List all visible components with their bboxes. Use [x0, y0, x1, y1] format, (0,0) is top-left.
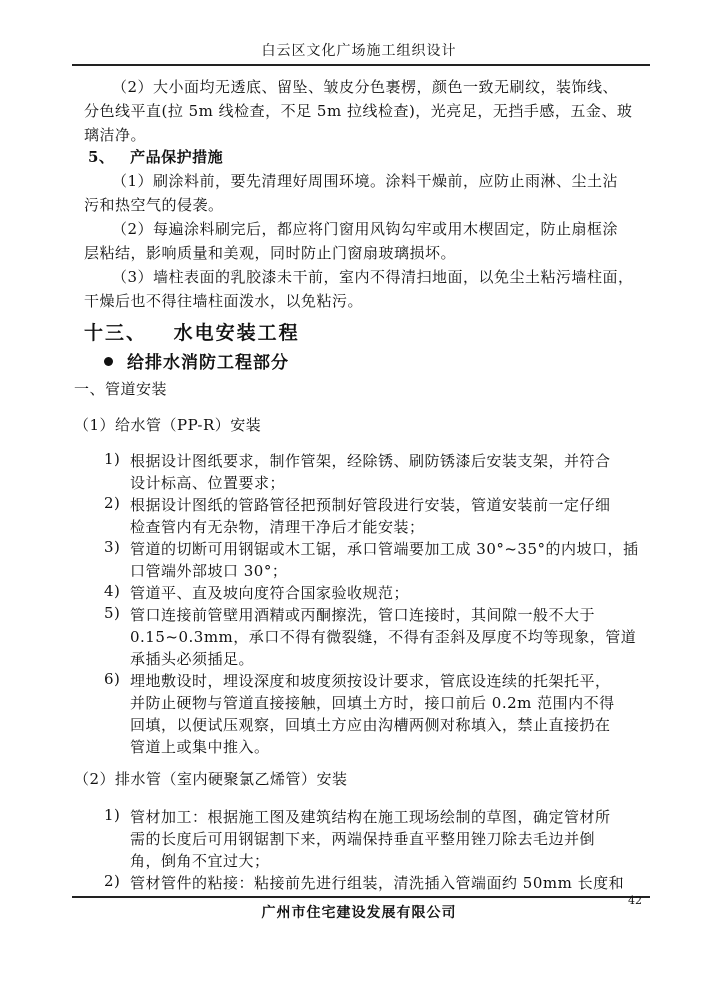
- chapter-subtitle-text: 给排水消防工程部分: [127, 353, 289, 373]
- chapter-subtitle: [104, 348, 289, 373]
- subsection-heading: 一、管道安装: [74, 380, 168, 398]
- paragraph-line: 层粘结，影响质量和美观，同时防止门窗扇玻璃损坏。: [84, 244, 457, 262]
- chapter-heading: [84, 318, 300, 345]
- list-item-line: 口管端外部坡口 30°；: [130, 562, 288, 580]
- list-item-line: 0.15~0.3mm，承口不得有微裂缝，不得有歪斜及厚度不均等现象，管道: [130, 628, 637, 646]
- list-item-number: 6): [104, 670, 121, 688]
- section-title: 产品保护措施: [130, 148, 224, 166]
- list-item-line: 埋地敷设时，埋设深度和坡度须按设计要求，管底设连续的托架托平，: [130, 672, 611, 690]
- list-item-line: 管材管件的粘接：粘接前先进行组装，清洗插入管端面约 50mm 长度和: [130, 874, 625, 892]
- bullet-icon: [104, 357, 113, 366]
- section-number: 5、: [88, 148, 115, 166]
- list-item-line: 管材加工：根据施工图及建筑结构在施工现场绘制的草图，确定管材所: [130, 808, 611, 826]
- list-item-line: 设计标高、位置要求；: [130, 474, 286, 492]
- section-heading: [88, 146, 223, 167]
- list-item-line: 需的长度后可用钢锯割下来，两端保持垂直平整用锉刀除去毛边并倒: [130, 830, 596, 848]
- chapter-number: 十三、: [84, 322, 148, 344]
- list-item-line: 回填，以便试压观察，回填土方应由沟槽两侧对称填入，禁止直接扔在: [130, 716, 611, 734]
- paragraph-line: （3）墙柱表面的乳胶漆未干前，室内不得清扫地面，以免尘土粘污墙柱面，: [112, 268, 634, 286]
- list-item-number: 1): [104, 806, 121, 824]
- subsection-heading: （2）排水管（室内硬聚氯乙烯管）安装: [74, 770, 348, 788]
- list-item-line: 根据设计图纸要求，制作管架，经除锈、刷防锈漆后安装支架，并符合: [130, 452, 611, 470]
- paragraph-line: 干燥后也不得往墙柱面泼水，以免粘污。: [84, 292, 364, 310]
- list-item-line: 管口连接前管壁用酒精或丙酮擦洗，管口连接时，其间隙一般不大于: [130, 606, 596, 624]
- footer-rule: [72, 896, 650, 898]
- list-item-number: 4): [104, 582, 121, 600]
- list-item-line: 检查管内有无杂物，清理干净后才能安装；: [130, 518, 425, 536]
- list-item-number: 1): [104, 450, 121, 468]
- list-item-line: 并防止硬物与管道直接接触，回填土方时，接口前后 0.2m 范围内不得: [130, 694, 615, 712]
- list-item-number: 5): [104, 604, 121, 622]
- list-item-line: 管道上或集中推入。: [130, 738, 270, 756]
- list-item-line: 角，倒角不宜过大；: [130, 852, 270, 870]
- list-item-line: 根据设计图纸的管路管径把预制好管段进行安装，管道安装前一定仔细: [130, 496, 611, 514]
- page-header-title: 白云区文化广场施工组织设计: [261, 43, 457, 59]
- list-item-line: 承插头必须插足。: [130, 650, 255, 668]
- list-item-number: 3): [104, 538, 121, 556]
- list-item-number: 2): [104, 872, 121, 890]
- chapter-title: 水电安装工程: [173, 322, 300, 344]
- paragraph-line: （2）大小面均无透底、留坠、皱皮分色裹楞，颜色一致无刷纹，装饰线、: [112, 78, 619, 96]
- list-item-line: 管道平、直及坡向度符合国家验收规范；: [130, 584, 410, 602]
- header-rule: [72, 64, 650, 66]
- paragraph-line: 污和热空气的侵袭。: [84, 196, 224, 214]
- page-number: 42: [628, 894, 642, 907]
- paragraph-line: 分色线平直(拉 5m 线检查，不足 5m 拉线检查)，光亮足，无挡手感，五金、玻: [84, 102, 633, 120]
- list-item-line: 管道的切断可用钢锯或木工锯，承口管端要加工成 30°~35°的内坡口，插: [130, 540, 639, 558]
- paragraph-line: （1）刷涂料前，要先清理好周围环境。涂料干燥前，应防止雨淋、尘土沾: [112, 172, 619, 190]
- paragraph-line: 璃洁净。: [84, 126, 147, 144]
- footer-company: 广州市住宅建设发展有限公司: [261, 905, 457, 921]
- paragraph-line: （2）每遍涂料刷完后，都应将门窗用风钩勾牢或用木楔固定，防止扇框涂: [112, 220, 619, 238]
- subsection-heading: （1）给水管（PP-R）安装: [74, 416, 262, 434]
- list-item-number: 2): [104, 494, 121, 512]
